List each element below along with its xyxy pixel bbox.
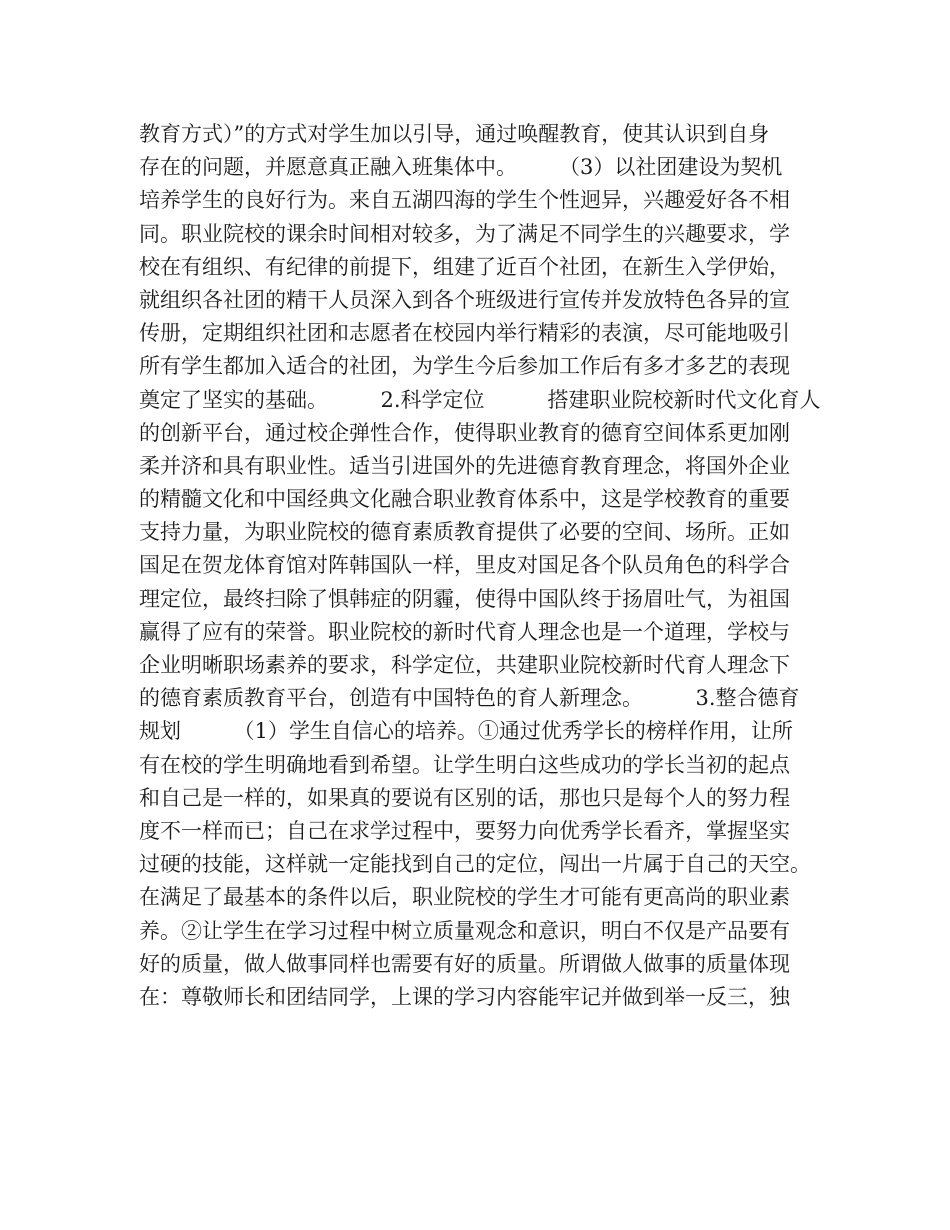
text-line: 奠定了坚实的基础。 2.科学定位 搭建职业院校新时代文化育人 [139,387,821,412]
text-line: 过硬的技能，这样就一定能找到自己的定位，闯出一片属于自己的天空。 [139,852,811,877]
text-line: 的德育素质教育平台，创造有中国特色的育人新理念。 3.整合德育 [139,686,800,711]
text-line: 理定位，最终扫除了惧韩症的阴霾，使得中国队终于扬眉吐气，为祖国 [139,586,790,611]
text-line: 的创新平台，通过校企弹性合作，使得职业教育的德育空间体系更加刚 [139,420,790,445]
body-text [139,118,829,1014]
text-line: 赢得了应有的荣誉。职业院校的新时代育人理念也是一个道理，学校与 [139,619,790,644]
text-line: 有在校的学生明确地看到希望。让学生明白这些成功的学长当初的起点 [139,752,790,777]
text-line: 好的质量，做人做事同样也需要有好的质量。所谓做人做事的质量体现 [139,951,790,976]
text-line: 的精髓文化和中国经典文化融合职业教育体系中，这是学校教育的重要 [139,487,790,512]
text-line: 企业明晰职场素养的要求，科学定位，共建职业院校新时代育人理念下 [139,653,790,677]
text-line: 在：尊敬师长和团结同学，上课的学习内容能牢记并做到举一反三，独 [139,984,790,1009]
text-line: 校在有组织、有纪律的前提下，组建了近百个社团，在新生入学伊始， [139,254,790,279]
text-line: 同。职业院校的课余时间相对较多，为了满足不同学生的兴趣要求，学 [139,221,790,246]
text-line: 在满足了最基本的条件以后，职业院校的学生才可能有更高尚的职业素 [139,885,790,910]
text-line: 教育方式）”的方式对学生加以引导，通过唤醒教育，使其认识到自身 [139,122,770,146]
text-line: 国足在贺龙体育馆对阵韩国队一样，里皮对国足各个队员角色的科学合 [139,553,790,578]
text-line: 就组织各社团的精干人员深入到各个班级进行宣传并发放特色各异的宣 [139,287,790,312]
text-line: 规划 （1）学生自信心的培养。①通过优秀学长的榜样作用，让所 [139,719,793,744]
text-line: 柔并济和具有职业性。适当引进国外的先进德育教育理念，将国外企业 [139,453,790,478]
text-line: 存在的问题，并愿意真正融入班集体中。 （3）以社团建设为契机 [139,155,783,180]
text-line: 传册，定期组织社团和志愿者在校园内举行精彩的表演，尽可能地吸引 [139,321,790,346]
text-line: 度不一样而已；自己在求学过程中，要努力向优秀学长看齐，掌握坚实 [139,818,790,843]
text-line: 和自己是一样的，如果真的要说有区别的话，那也只是每个人的努力程 [139,785,790,810]
text-line: 支持力量，为职业院校的德育素质教育提供了必要的空间、场所。正如 [139,520,790,545]
text-line: 所有学生都加入适合的社团，为学生今后参加工作后有多才多艺的表现 [139,354,790,379]
text-line: 养。②让学生在学习过程中树立质量观念和意识，明白不仅是产品要有 [139,918,790,943]
text-line: 培养学生的良好行为。来自五湖四海的学生个性迥异，兴趣爱好各不相 [139,188,790,213]
